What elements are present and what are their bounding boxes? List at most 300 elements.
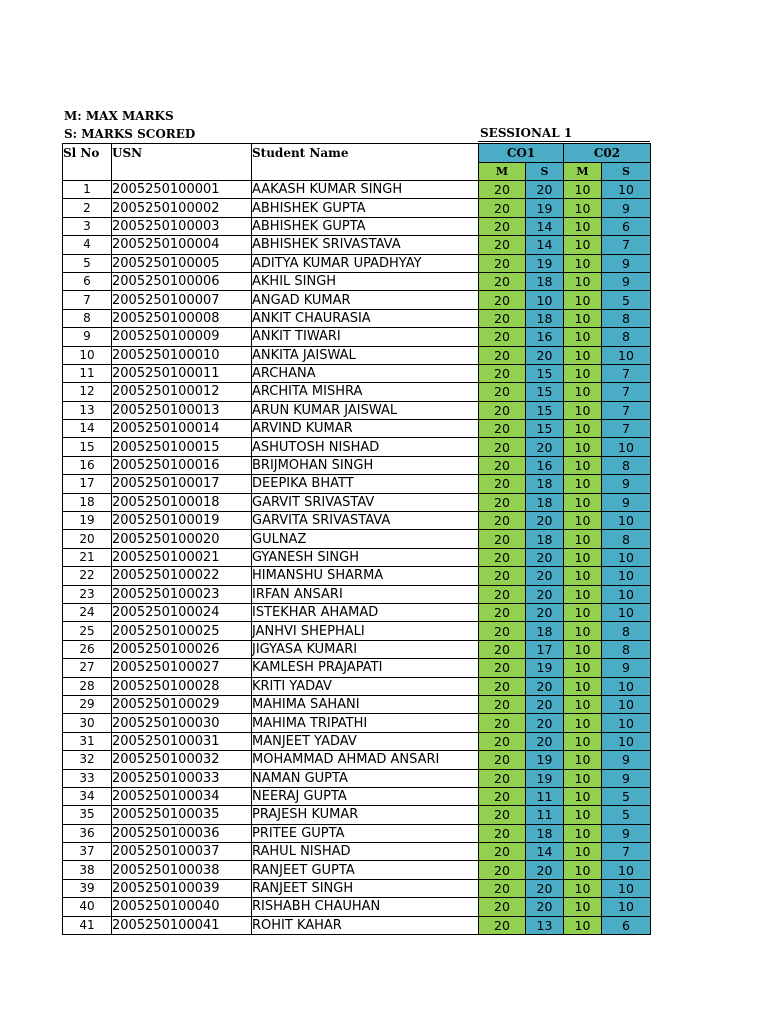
- cell-usn: 2005250100030: [112, 714, 252, 732]
- cell-co1-max: 20: [479, 659, 526, 677]
- cell-co1-scored: 18: [526, 309, 564, 327]
- cell-co2-max: 10: [564, 346, 602, 364]
- cell-co1-scored: 20: [526, 861, 564, 879]
- cell-co1-scored: 20: [526, 677, 564, 695]
- table-row: [63, 328, 651, 346]
- cell-student-name: MOHAMMAD AHMAD ANSARI: [252, 751, 479, 769]
- cell-usn: 2005250100029: [112, 695, 252, 713]
- table-row: [63, 438, 651, 456]
- cell-co1-scored: 20: [526, 695, 564, 713]
- cell-student-name: ROHIT KAHAR: [252, 916, 479, 934]
- header-student-name: Student Name: [252, 144, 479, 181]
- cell-student-name: JIGYASA KUMARI: [252, 640, 479, 658]
- cell-slno: 26: [63, 640, 112, 658]
- cell-student-name: GYANESH SINGH: [252, 548, 479, 566]
- cell-co2-scored: 10: [602, 567, 651, 585]
- cell-co1-max: 20: [479, 438, 526, 456]
- cell-co2-max: 10: [564, 236, 602, 254]
- cell-usn: 2005250100013: [112, 401, 252, 419]
- table-row: [63, 898, 651, 916]
- cell-slno: 5: [63, 254, 112, 272]
- cell-co2-scored: 8: [602, 622, 651, 640]
- cell-co1-scored: 14: [526, 236, 564, 254]
- cell-slno: 22: [63, 567, 112, 585]
- cell-co2-max: 10: [564, 420, 602, 438]
- cell-co2-max: 10: [564, 309, 602, 327]
- cell-usn: 2005250100032: [112, 751, 252, 769]
- cell-co1-scored: 20: [526, 714, 564, 732]
- table-row: [63, 420, 651, 438]
- cell-co2-max: 10: [564, 732, 602, 750]
- cell-co1-max: 20: [479, 567, 526, 585]
- cell-student-name: JANHVI SHEPHALI: [252, 622, 479, 640]
- table-row: [63, 199, 651, 217]
- cell-usn: 2005250100036: [112, 824, 252, 842]
- cell-usn: 2005250100006: [112, 272, 252, 290]
- cell-co1-scored: 18: [526, 824, 564, 842]
- cell-co2-max: 10: [564, 751, 602, 769]
- cell-co1-max: 20: [479, 861, 526, 879]
- cell-co1-scored: 11: [526, 806, 564, 824]
- cell-co1-max: 20: [479, 254, 526, 272]
- cell-student-name: MAHIMA SAHANI: [252, 695, 479, 713]
- cell-co2-scored: 9: [602, 199, 651, 217]
- cell-co1-max: 20: [479, 493, 526, 511]
- table-row: [63, 512, 651, 530]
- cell-slno: 3: [63, 217, 112, 235]
- cell-slno: 1: [63, 181, 112, 199]
- cell-usn: 2005250100024: [112, 603, 252, 621]
- cell-co1-max: 20: [479, 401, 526, 419]
- cell-co2-max: 10: [564, 824, 602, 842]
- cell-co1-scored: 20: [526, 898, 564, 916]
- cell-co2-scored: 9: [602, 493, 651, 511]
- table-row: [63, 806, 651, 824]
- cell-usn: 2005250100027: [112, 659, 252, 677]
- cell-co2-max: 10: [564, 695, 602, 713]
- cell-co1-max: 20: [479, 585, 526, 603]
- cell-co1-scored: 15: [526, 420, 564, 438]
- cell-co2-max: 10: [564, 567, 602, 585]
- cell-co2-scored: 9: [602, 475, 651, 493]
- cell-student-name: IRFAN ANSARI: [252, 585, 479, 603]
- cell-co2-max: 10: [564, 548, 602, 566]
- cell-co1-max: 20: [479, 364, 526, 382]
- table-row: [63, 456, 651, 474]
- cell-co2-max: 10: [564, 383, 602, 401]
- cell-co1-scored: 20: [526, 732, 564, 750]
- cell-student-name: ABHISHEK SRIVASTAVA: [252, 236, 479, 254]
- cell-co1-max: 20: [479, 217, 526, 235]
- cell-slno: 16: [63, 456, 112, 474]
- cell-co2-scored: 10: [602, 603, 651, 621]
- cell-slno: 37: [63, 843, 112, 861]
- cell-co1-max: 20: [479, 512, 526, 530]
- cell-co1-max: 20: [479, 843, 526, 861]
- header-co2: C02: [564, 144, 651, 163]
- cell-slno: 6: [63, 272, 112, 290]
- cell-co2-max: 10: [564, 181, 602, 199]
- header-slno: Sl No: [63, 144, 112, 181]
- cell-co2-scored: 9: [602, 769, 651, 787]
- cell-usn: 2005250100009: [112, 328, 252, 346]
- cell-usn: 2005250100004: [112, 236, 252, 254]
- cell-co1-scored: 14: [526, 217, 564, 235]
- cell-co2-max: 10: [564, 622, 602, 640]
- cell-co1-max: 20: [479, 181, 526, 199]
- cell-co1-max: 20: [479, 640, 526, 658]
- cell-co1-scored: 17: [526, 640, 564, 658]
- table-row: [63, 548, 651, 566]
- cell-co2-max: 10: [564, 898, 602, 916]
- cell-co2-scored: 10: [602, 695, 651, 713]
- cell-co1-max: 20: [479, 732, 526, 750]
- table-row: [63, 217, 651, 235]
- cell-co2-scored: 7: [602, 420, 651, 438]
- cell-slno: 38: [63, 861, 112, 879]
- table-row: [63, 236, 651, 254]
- cell-co2-scored: 10: [602, 548, 651, 566]
- cell-co2-max: 10: [564, 217, 602, 235]
- cell-co1-max: 20: [479, 714, 526, 732]
- cell-student-name: PRAJESH KUMAR: [252, 806, 479, 824]
- cell-usn: 2005250100040: [112, 898, 252, 916]
- cell-student-name: GARVIT SRIVASTAV: [252, 493, 479, 511]
- cell-co1-scored: 18: [526, 493, 564, 511]
- cell-co1-max: 20: [479, 916, 526, 934]
- cell-co2-scored: 10: [602, 861, 651, 879]
- table-row: [63, 695, 651, 713]
- cell-co1-max: 20: [479, 420, 526, 438]
- cell-usn: 2005250100025: [112, 622, 252, 640]
- cell-slno: 11: [63, 364, 112, 382]
- cell-co2-scored: 7: [602, 843, 651, 861]
- cell-co2-scored: 8: [602, 328, 651, 346]
- cell-slno: 33: [63, 769, 112, 787]
- cell-student-name: PRITEE GUPTA: [252, 824, 479, 842]
- cell-slno: 25: [63, 622, 112, 640]
- cell-student-name: RANJEET SINGH: [252, 879, 479, 897]
- cell-co1-scored: 18: [526, 530, 564, 548]
- cell-co2-scored: 7: [602, 236, 651, 254]
- cell-co1-max: 20: [479, 475, 526, 493]
- cell-co2-max: 10: [564, 843, 602, 861]
- table-row: [63, 824, 651, 842]
- table-row: [63, 181, 651, 199]
- cell-co2-scored: 5: [602, 806, 651, 824]
- cell-co1-max: 20: [479, 291, 526, 309]
- table-row: [63, 916, 651, 934]
- cell-co2-scored: 7: [602, 383, 651, 401]
- table-row: [63, 272, 651, 290]
- header-co1-max: M: [479, 163, 526, 181]
- header-co1-scored: S: [526, 163, 564, 181]
- cell-usn: 2005250100008: [112, 309, 252, 327]
- cell-co1-scored: 20: [526, 879, 564, 897]
- cell-usn: 2005250100020: [112, 530, 252, 548]
- cell-co2-max: 10: [564, 916, 602, 934]
- cell-student-name: ANKIT CHAURASIA: [252, 309, 479, 327]
- table-row: [63, 677, 651, 695]
- cell-slno: 29: [63, 695, 112, 713]
- table-row: [63, 751, 651, 769]
- cell-co1-max: 20: [479, 383, 526, 401]
- cell-co2-max: 10: [564, 456, 602, 474]
- cell-co2-scored: 10: [602, 898, 651, 916]
- cell-co1-scored: 18: [526, 272, 564, 290]
- cell-slno: 27: [63, 659, 112, 677]
- cell-co1-scored: 20: [526, 346, 564, 364]
- table-row: [63, 603, 651, 621]
- cell-co2-scored: 7: [602, 364, 651, 382]
- cell-student-name: GULNAZ: [252, 530, 479, 548]
- table-row: [63, 530, 651, 548]
- header-co2-scored: S: [602, 163, 651, 181]
- cell-co1-max: 20: [479, 272, 526, 290]
- cell-co2-max: 10: [564, 640, 602, 658]
- cell-co1-max: 20: [479, 456, 526, 474]
- cell-student-name: ISTEKHAR AHAMAD: [252, 603, 479, 621]
- cell-student-name: ARCHANA: [252, 364, 479, 382]
- cell-co2-scored: 10: [602, 732, 651, 750]
- cell-co2-scored: 10: [602, 438, 651, 456]
- cell-co2-scored: 10: [602, 879, 651, 897]
- cell-co2-max: 10: [564, 512, 602, 530]
- table-row: [63, 585, 651, 603]
- cell-slno: 2: [63, 199, 112, 217]
- cell-slno: 10: [63, 346, 112, 364]
- cell-student-name: RAHUL NISHAD: [252, 843, 479, 861]
- cell-co2-scored: 5: [602, 291, 651, 309]
- cell-co1-max: 20: [479, 898, 526, 916]
- cell-slno: 8: [63, 309, 112, 327]
- cell-usn: 2005250100017: [112, 475, 252, 493]
- table-row: [63, 475, 651, 493]
- cell-co2-scored: 8: [602, 640, 651, 658]
- cell-co1-max: 20: [479, 677, 526, 695]
- cell-slno: 20: [63, 530, 112, 548]
- cell-student-name: ASHUTOSH NISHAD: [252, 438, 479, 456]
- cell-slno: 40: [63, 898, 112, 916]
- table-row: [63, 383, 651, 401]
- cell-co1-scored: 18: [526, 622, 564, 640]
- cell-student-name: ANGAD KUMAR: [252, 291, 479, 309]
- cell-co2-scored: 9: [602, 254, 651, 272]
- cell-co2-scored: 10: [602, 714, 651, 732]
- table-row: [63, 843, 651, 861]
- table-row: [63, 769, 651, 787]
- cell-slno: 41: [63, 916, 112, 934]
- cell-slno: 15: [63, 438, 112, 456]
- cell-student-name: ANKIT TIWARI: [252, 328, 479, 346]
- cell-slno: 39: [63, 879, 112, 897]
- cell-student-name: RANJEET GUPTA: [252, 861, 479, 879]
- cell-usn: 2005250100031: [112, 732, 252, 750]
- cell-usn: 2005250100016: [112, 456, 252, 474]
- cell-co1-scored: 19: [526, 659, 564, 677]
- sessional-heading: SESSIONAL 1: [478, 124, 650, 142]
- cell-student-name: ARUN KUMAR JAISWAL: [252, 401, 479, 419]
- cell-co1-scored: 19: [526, 751, 564, 769]
- cell-co1-max: 20: [479, 603, 526, 621]
- cell-slno: 36: [63, 824, 112, 842]
- cell-student-name: HIMANSHU SHARMA: [252, 567, 479, 585]
- cell-co2-max: 10: [564, 272, 602, 290]
- cell-slno: 23: [63, 585, 112, 603]
- table-row: [63, 493, 651, 511]
- cell-slno: 35: [63, 806, 112, 824]
- table-row: [63, 879, 651, 897]
- cell-co1-scored: 10: [526, 291, 564, 309]
- table-row: [63, 659, 651, 677]
- cell-co1-max: 20: [479, 806, 526, 824]
- cell-co1-max: 20: [479, 695, 526, 713]
- cell-usn: 2005250100022: [112, 567, 252, 585]
- cell-student-name: ABHISHEK GUPTA: [252, 199, 479, 217]
- cell-co2-scored: 9: [602, 824, 651, 842]
- cell-co2-max: 10: [564, 530, 602, 548]
- cell-student-name: NEERAJ GUPTA: [252, 787, 479, 805]
- cell-co2-scored: 9: [602, 659, 651, 677]
- table-row: [63, 254, 651, 272]
- cell-student-name: GARVITA SRIVASTAVA: [252, 512, 479, 530]
- cell-co1-max: 20: [479, 328, 526, 346]
- cell-co2-scored: 10: [602, 346, 651, 364]
- cell-student-name: KRITI YADAV: [252, 677, 479, 695]
- cell-slno: 19: [63, 512, 112, 530]
- cell-co1-scored: 15: [526, 383, 564, 401]
- table-row: [63, 732, 651, 750]
- cell-co1-scored: 19: [526, 769, 564, 787]
- cell-co2-scored: 5: [602, 787, 651, 805]
- cell-usn: 2005250100018: [112, 493, 252, 511]
- cell-usn: 2005250100015: [112, 438, 252, 456]
- marks-table: [62, 143, 651, 935]
- cell-co2-max: 10: [564, 493, 602, 511]
- cell-co2-scored: 6: [602, 916, 651, 934]
- cell-co2-scored: 8: [602, 309, 651, 327]
- cell-co1-scored: 20: [526, 548, 564, 566]
- cell-usn: 2005250100012: [112, 383, 252, 401]
- cell-usn: 2005250100005: [112, 254, 252, 272]
- cell-slno: 4: [63, 236, 112, 254]
- cell-usn: 2005250100041: [112, 916, 252, 934]
- cell-co2-scored: 10: [602, 585, 651, 603]
- cell-co2-scored: 10: [602, 512, 651, 530]
- cell-co2-max: 10: [564, 659, 602, 677]
- header-co2-max: M: [564, 163, 602, 181]
- cell-slno: 17: [63, 475, 112, 493]
- cell-student-name: NAMAN GUPTA: [252, 769, 479, 787]
- table-row: [63, 309, 651, 327]
- cell-usn: 2005250100026: [112, 640, 252, 658]
- header-co1: CO1: [479, 144, 564, 163]
- cell-usn: 2005250100003: [112, 217, 252, 235]
- cell-co1-scored: 16: [526, 328, 564, 346]
- table-row: [63, 401, 651, 419]
- cell-usn: 2005250100039: [112, 879, 252, 897]
- cell-co2-max: 10: [564, 438, 602, 456]
- cell-co1-max: 20: [479, 309, 526, 327]
- cell-usn: 2005250100038: [112, 861, 252, 879]
- cell-student-name: ARCHITA MISHRA: [252, 383, 479, 401]
- cell-co2-max: 10: [564, 787, 602, 805]
- cell-co1-scored: 11: [526, 787, 564, 805]
- cell-slno: 14: [63, 420, 112, 438]
- cell-co1-scored: 20: [526, 512, 564, 530]
- cell-co1-max: 20: [479, 530, 526, 548]
- cell-co1-max: 20: [479, 346, 526, 364]
- cell-co2-max: 10: [564, 603, 602, 621]
- cell-student-name: MAHIMA TRIPATHI: [252, 714, 479, 732]
- cell-co2-max: 10: [564, 291, 602, 309]
- cell-student-name: BRIJMOHAN SINGH: [252, 456, 479, 474]
- cell-co1-scored: 13: [526, 916, 564, 934]
- cell-co1-scored: 16: [526, 456, 564, 474]
- cell-co2-scored: 9: [602, 751, 651, 769]
- cell-usn: 2005250100011: [112, 364, 252, 382]
- cell-co1-scored: 20: [526, 438, 564, 456]
- cell-usn: 2005250100019: [112, 512, 252, 530]
- cell-usn: 2005250100034: [112, 787, 252, 805]
- cell-co1-scored: 19: [526, 254, 564, 272]
- table-row: [63, 346, 651, 364]
- cell-usn: 2005250100035: [112, 806, 252, 824]
- cell-co2-scored: 9: [602, 272, 651, 290]
- header-usn: USN: [112, 144, 252, 181]
- cell-co2-max: 10: [564, 677, 602, 695]
- cell-student-name: KAMLESH PRAJAPATI: [252, 659, 479, 677]
- cell-co1-scored: 14: [526, 843, 564, 861]
- cell-co2-max: 10: [564, 769, 602, 787]
- table-row: [63, 787, 651, 805]
- cell-co2-max: 10: [564, 401, 602, 419]
- cell-co2-scored: 10: [602, 677, 651, 695]
- cell-usn: 2005250100014: [112, 420, 252, 438]
- cell-co2-max: 10: [564, 199, 602, 217]
- cell-co1-max: 20: [479, 622, 526, 640]
- cell-co1-scored: 20: [526, 603, 564, 621]
- header-row: [63, 144, 651, 163]
- cell-slno: 32: [63, 751, 112, 769]
- cell-co1-max: 20: [479, 787, 526, 805]
- cell-usn: 2005250100023: [112, 585, 252, 603]
- cell-co2-scored: 8: [602, 456, 651, 474]
- cell-student-name: RISHABH CHAUHAN: [252, 898, 479, 916]
- cell-co2-scored: 10: [602, 181, 651, 199]
- cell-slno: 18: [63, 493, 112, 511]
- cell-co1-max: 20: [479, 548, 526, 566]
- cell-co1-scored: 20: [526, 567, 564, 585]
- cell-usn: 2005250100037: [112, 843, 252, 861]
- cell-slno: 24: [63, 603, 112, 621]
- cell-co1-max: 20: [479, 236, 526, 254]
- table-row: [63, 640, 651, 658]
- cell-slno: 28: [63, 677, 112, 695]
- cell-usn: 2005250100033: [112, 769, 252, 787]
- cell-slno: 21: [63, 548, 112, 566]
- table-row: [63, 291, 651, 309]
- cell-co2-max: 10: [564, 475, 602, 493]
- cell-slno: 13: [63, 401, 112, 419]
- cell-student-name: ADITYA KUMAR UPADHYAY: [252, 254, 479, 272]
- cell-co2-max: 10: [564, 328, 602, 346]
- cell-co2-max: 10: [564, 254, 602, 272]
- cell-co2-max: 10: [564, 861, 602, 879]
- cell-co1-max: 20: [479, 199, 526, 217]
- cell-usn: 2005250100028: [112, 677, 252, 695]
- cell-student-name: AKHIL SINGH: [252, 272, 479, 290]
